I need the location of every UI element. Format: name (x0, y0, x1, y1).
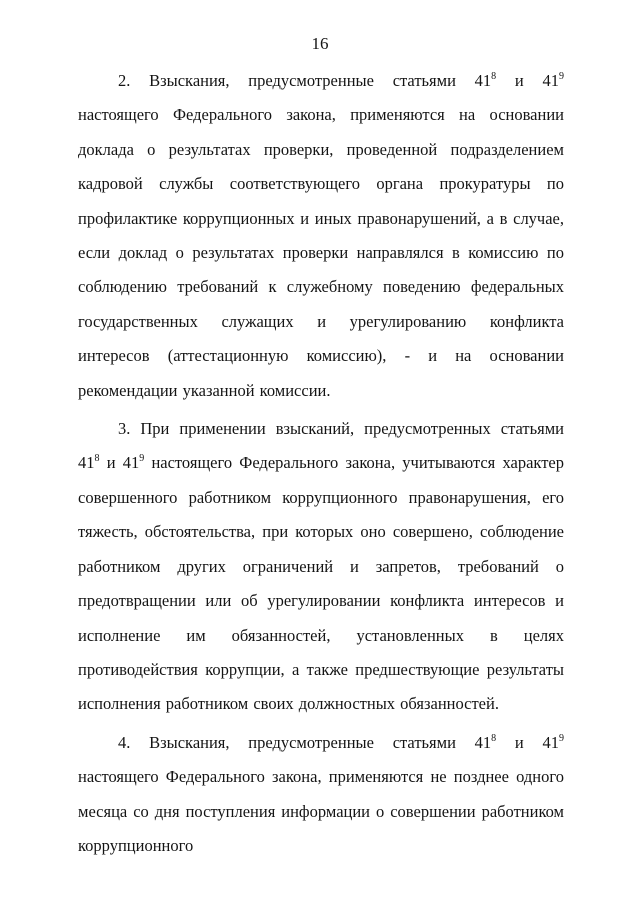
paragraph-3 (78, 412, 564, 722)
paragraph-text: и 41 (496, 732, 559, 752)
superscript: 8 (491, 732, 497, 744)
document-body (78, 64, 564, 867)
paragraph-text: и 41 (99, 453, 140, 473)
paragraph-4 (78, 726, 564, 864)
superscript: 8 (491, 71, 497, 82)
superscript: 9 (559, 71, 564, 82)
superscript: 8 (94, 453, 100, 465)
superscript: 9 (139, 453, 145, 465)
paragraph-text: 4. Взыскания, предусмотренные статьями 41 (118, 732, 492, 752)
paragraph-text: настоящего Федерального закона, учитываются характер совершенного работником коррупционного правонарушения, его тяжесть, обстоятельства, при которых оно совершено, соблюдение работником других ограничений и запретов, требований о предотвращении или об урегулировании конфликта интересов и исполнение им обязанностей, установленных в целях противодействия коррупции, а также предшествующие результаты исполнения работником своих должностных обязанностей. (78, 453, 564, 714)
page-number: 16 (311, 34, 329, 53)
paragraph-text: 3. При применении взысканий, предусмотренных статьями 41 (78, 419, 564, 473)
superscript: 9 (559, 732, 564, 744)
paragraph-text: настоящего Федерального закона, применяются на основании доклада о результатах проверки, проведенной подразделением кадровой службы соответствующего органа прокуратуры по профилактике коррупционных и иных правонарушений, а в случае, если доклад о результатах проверки направлялся в комиссию по соблюдению требований к служебному поведению федеральных государственных служащих и урегулированию конфликта интересов (аттестационную комиссию), - и на основании рекомендации указанной комиссии. (78, 105, 564, 400)
paragraph-text: и 41 (496, 71, 559, 90)
paragraph-text: настоящего Федерального закона, применяются не позднее одного месяца со дня поступления информации о совершении работником коррупционного (78, 767, 564, 855)
paragraph-2 (78, 64, 564, 408)
paragraph-text: 2. Взыскания, предусмотренные статьями 41 (118, 71, 492, 90)
